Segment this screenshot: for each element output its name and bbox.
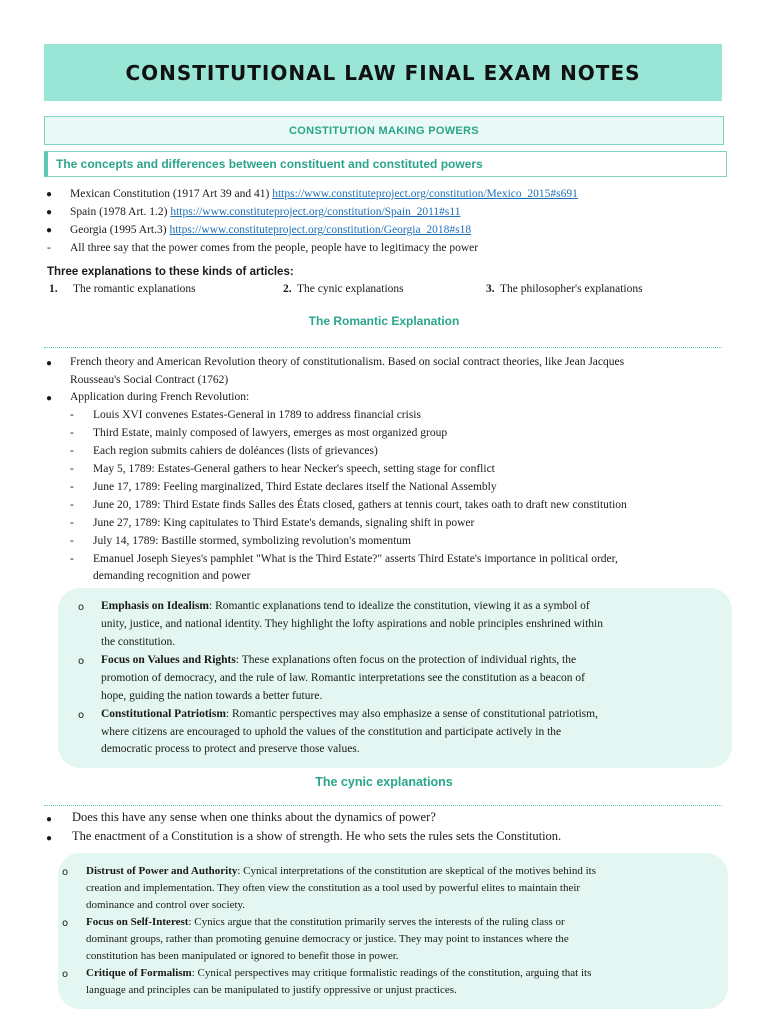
dash-marker: - bbox=[70, 409, 74, 421]
list-item: Application during French Revolution: bbox=[70, 391, 250, 403]
panel-item-line: creation and implementation. They often view the constitution as a tool used by powerful elites to maintain their bbox=[86, 882, 581, 894]
subsection-box: The concepts and differences between constituent and constituted powers bbox=[44, 151, 727, 177]
title-banner bbox=[44, 44, 722, 101]
dash-marker: - bbox=[70, 553, 74, 565]
event-item: June 17, 1789: Feeling marginalized, Third Estate declares itself the National Assembly bbox=[93, 481, 497, 493]
cynic-heading: The cynic explanations bbox=[315, 775, 453, 789]
circle-bullet-icon: o bbox=[62, 969, 69, 980]
explanation-number: 3. bbox=[486, 283, 495, 295]
dash-marker: - bbox=[70, 427, 74, 439]
panel-item-line: dominance and control over society. bbox=[86, 899, 246, 911]
list-item: French theory and American Revolution theory of constitutionalism. Based on social contract theories, like Jean Jacques bbox=[70, 356, 625, 368]
divider bbox=[44, 805, 722, 806]
panel-item: Focus on Self-Interest: Cynics argue that the constitution primarily serves the interests of the ruling class or bbox=[86, 916, 565, 928]
dash-marker: - bbox=[70, 463, 74, 475]
bullet-icon: ● bbox=[46, 207, 53, 218]
dash-marker: - bbox=[47, 242, 51, 254]
panel-item-line: where citizens are encouraged to uphold the values of the constitution and participate actively in the bbox=[101, 726, 562, 738]
dash-marker: - bbox=[70, 445, 74, 457]
examples-note: All three say that the power comes from the people, people have to legitimacy the power bbox=[70, 242, 479, 254]
dash-marker: - bbox=[70, 517, 74, 529]
panel-item-line: democratic process to protect and preserve those values. bbox=[101, 743, 360, 755]
romantic-heading: The Romantic Explanation bbox=[308, 314, 460, 328]
example-link[interactable]: https://www.constituteproject.org/constitution/Georgia_2018#s18 bbox=[169, 224, 472, 236]
event-item: May 5, 1789: Estates-General gathers to hear Necker's speech, setting stage for conflict bbox=[93, 463, 495, 475]
panel-item-line: dominant groups, rather than promoting genuine democracy or justice. They may point to instances where the bbox=[86, 933, 569, 945]
dash-marker: - bbox=[70, 481, 74, 493]
three-heading: Three explanations to these kinds of articles: bbox=[47, 266, 294, 278]
dash-marker: - bbox=[70, 499, 74, 511]
panel-item-line: unity, justice, and national identity. They highlight the lofty aspirations and noble principles enshrined within bbox=[101, 618, 603, 630]
bullet-icon: ● bbox=[46, 814, 53, 825]
bullet-icon: ● bbox=[46, 225, 53, 236]
example-item: Spain (1978 Art. 1.2) https://www.constituteproject.org/constitution/Spain_2011#s11 bbox=[70, 206, 461, 218]
panel-item-line: promotion of democracy, and the rule of law. Romantic interpretations see the constitution as a beacon of bbox=[101, 672, 585, 684]
event-item: demanding recognition and power bbox=[93, 570, 251, 582]
page-title: CONSTITUTIONAL LAW FINAL EXAM NOTES bbox=[125, 60, 641, 85]
circle-bullet-icon: o bbox=[62, 867, 69, 878]
event-item: Emanuel Joseph Sieyes's pamphlet "What is the Third Estate?" asserts Third Estate's importance in political order, bbox=[93, 553, 618, 565]
event-item: Third Estate, mainly composed of lawyers, emerges as most organized group bbox=[93, 427, 448, 439]
explanation-number: 2. bbox=[283, 283, 292, 295]
list-item: Does this have any sense when one thinks about the dynamics of power? bbox=[72, 810, 436, 824]
panel-item: Emphasis on Idealism: Romantic explanations tend to idealize the constitution, viewing it as a symbol of bbox=[101, 600, 590, 612]
panel-item-line: constitution has been manipulated or ignored to benefit those in power. bbox=[86, 950, 399, 962]
panel-item: Distrust of Power and Authority: Cynical interpretations of the constitution are skeptical of the motives behind its bbox=[86, 865, 596, 877]
example-link[interactable]: https://www.constituteproject.org/constitution/Mexico_2015#s691 bbox=[272, 188, 578, 200]
panel-item: Focus on Values and Rights: These explanations often focus on the protection of individual rights, the bbox=[101, 654, 577, 666]
example-item: Georgia (1995 Art.3) https://www.constituteproject.org/constitution/Georgia_2018#s18 bbox=[70, 224, 472, 236]
example-item: Mexican Constitution (1917 Art 39 and 41) https://www.constituteproject.org/constitution/Mexico_2015#s691 bbox=[70, 188, 578, 200]
explanation-number: 1. bbox=[49, 283, 58, 295]
panel-item: Critique of Formalism: Cynical perspectives may critique formalistic readings of the constitution, arguing that its bbox=[86, 967, 592, 979]
event-item: June 27, 1789: King capitulates to Third Estate's demands, signaling shift in power bbox=[93, 517, 475, 529]
circle-bullet-icon: o bbox=[78, 602, 85, 613]
event-item: Louis XVI convenes Estates-General in 1789 to address financial crisis bbox=[93, 409, 421, 421]
list-item: Rousseau's Social Contract (1762) bbox=[70, 374, 229, 386]
example-link[interactable]: https://www.constituteproject.org/constitution/Spain_2011#s11 bbox=[170, 206, 461, 218]
panel-item-line: language and principles can be manipulated to justify oppressive or unjust practices. bbox=[86, 984, 457, 996]
list-item: The enactment of a Constitution is a show of strength. He who sets the rules sets the Constitution. bbox=[72, 829, 562, 843]
explanation-label: The cynic explanations bbox=[297, 283, 404, 295]
circle-bullet-icon: o bbox=[62, 918, 69, 929]
event-item: July 14, 1789: Bastille stormed, symbolizing revolution's momentum bbox=[93, 535, 411, 547]
bullet-icon: ● bbox=[46, 833, 53, 844]
circle-bullet-icon: o bbox=[78, 710, 85, 721]
section-box: CONSTITUTION MAKING POWERS bbox=[44, 116, 724, 145]
panel-item-line: hope, guiding the nation towards a better future. bbox=[101, 690, 323, 702]
divider bbox=[44, 347, 722, 348]
explanation-label: The philosopher's explanations bbox=[500, 283, 643, 295]
bullet-icon: ● bbox=[46, 189, 53, 200]
bullet-icon: ● bbox=[46, 393, 53, 404]
explanation-label: The romantic explanations bbox=[73, 283, 196, 295]
dash-marker: - bbox=[70, 535, 74, 547]
event-item: Each region submits cahiers de doléances (lists of grievances) bbox=[93, 445, 378, 457]
panel-item: Constitutional Patriotism: Romantic perspectives may also emphasize a sense of constitutional patriotism, bbox=[101, 708, 598, 720]
circle-bullet-icon: o bbox=[78, 656, 85, 667]
bullet-icon: ● bbox=[46, 358, 53, 369]
panel-item-line: the constitution. bbox=[101, 636, 176, 648]
event-item: June 20, 1789: Third Estate finds Salles des États closed, gathers at tennis court, takes oath to draft new constitution bbox=[93, 499, 627, 511]
